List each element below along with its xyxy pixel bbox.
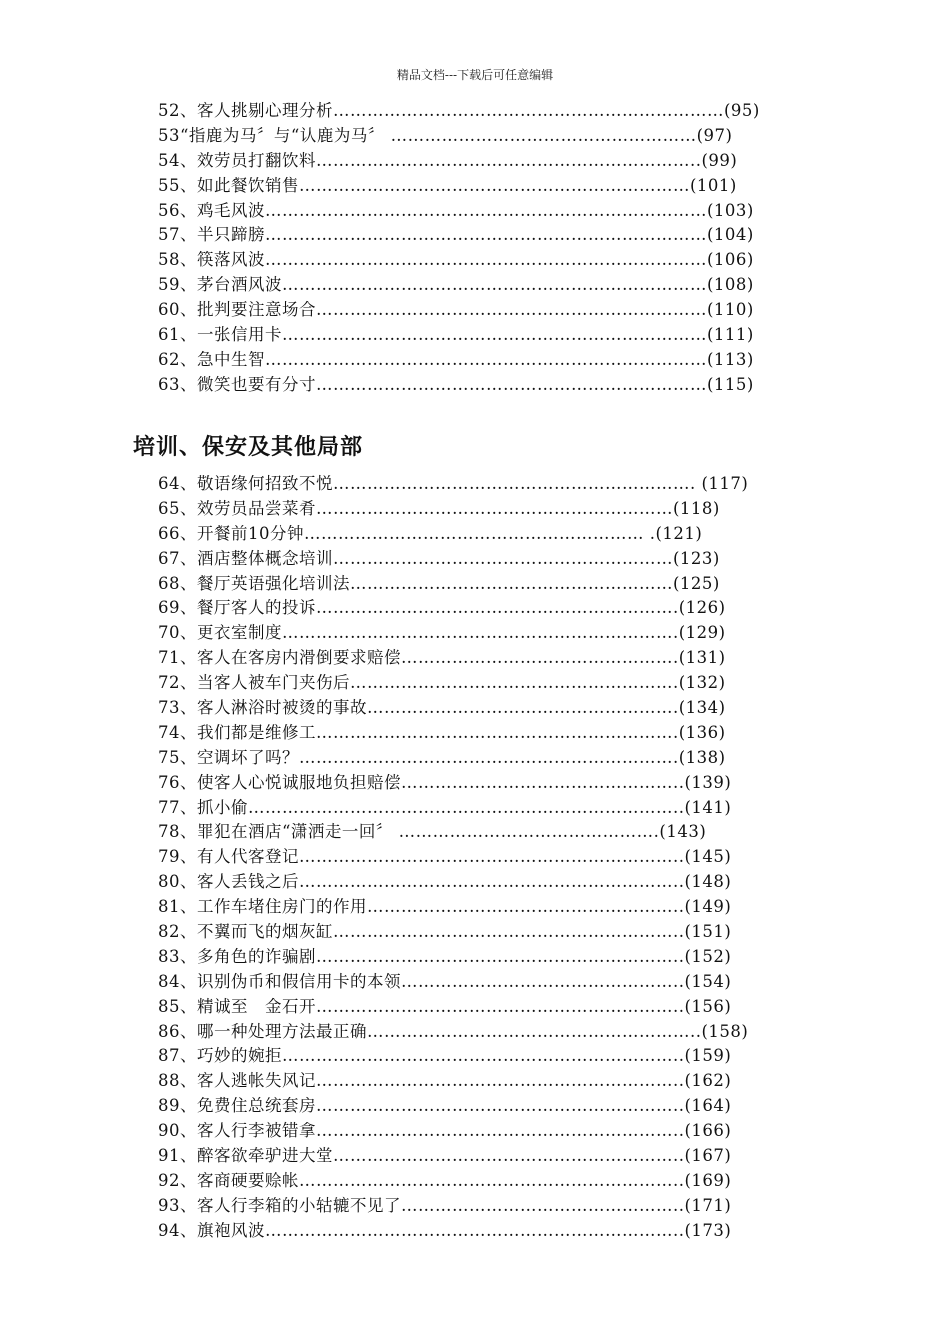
toc-entry[interactable]: 78、罪犯在酒店“潇洒走一回〞 ……………………………………….(143) [158, 822, 707, 842]
toc-entry[interactable]: 55、如此餐饮销售……………………………………………………………(101) [158, 175, 737, 195]
toc-entry[interactable]: 84、识别伪币和假信用卡的本领…………………………………………..(154) [158, 971, 732, 991]
toc-entry[interactable]: 56、鸡毛风波……………………………………………………………………(103) [158, 200, 754, 220]
toc-entry[interactable]: 68、餐厅英语强化培训法…………………………………………………(125) [158, 573, 720, 593]
toc-entry[interactable]: 74、我们都是维修工……………………………………………………….(136) [158, 722, 726, 742]
toc-entry[interactable]: 65、效劳员品尝菜肴………………………………………………………(118) [158, 498, 720, 518]
toc-entry[interactable]: 63、微笑也要有分寸……………………………………………………………(115) [158, 374, 754, 394]
toc-entry[interactable]: 92、客商硬要赊帐…………………………………………………………..(169) [158, 1170, 732, 1190]
toc-entry[interactable]: 82、不翼而飞的烟灰缸……………………………………………………..(151) [158, 922, 732, 942]
toc-entry[interactable]: 88、客人逃帐失风记………………………………………………………..(162) [158, 1071, 732, 1091]
toc-entry[interactable]: 58、筷落风波……………………………………………………………………(106) [158, 250, 754, 270]
toc-entry[interactable]: 77、抓小偷…………………………………………………………………..(141) [158, 797, 732, 817]
toc-entry[interactable]: 69、餐厅客人的投诉……………………………………………………….(126) [158, 598, 726, 618]
toc-entry[interactable]: 89、免费住总统套房………………………………………………………..(164) [158, 1096, 732, 1116]
toc-entry[interactable]: 73、客人淋浴时被烫的事故……………………………………………….(134) [158, 698, 726, 718]
toc-entry[interactable]: 57、半只蹄膀……………………………………………………………………(104) [158, 225, 754, 245]
toc-entry[interactable]: 54、效劳员打翻饮料…………………………………………………………..(99) [158, 150, 738, 170]
toc-entry[interactable]: 75、空调坏了吗？………………………………………………………….(138) [158, 747, 726, 767]
toc-entry[interactable]: 87、巧妙的婉拒……………………………………………………………..(159) [158, 1046, 732, 1066]
toc-entry[interactable]: 91、醉客欲牵驴进大堂……………………………………………………..(167) [158, 1146, 732, 1166]
toc-list-part2 [158, 472, 748, 1244]
toc-entry[interactable]: 64、敬语缘何招致不悦………………………………………………………. (117) [158, 474, 749, 493]
toc-entry[interactable]: 62、急中生智……………………………………………………………………(113) [158, 349, 754, 369]
toc-entry[interactable]: 67、酒店整体概念培训……………………………………………………(123) [158, 548, 720, 568]
toc-entry[interactable]: 72、当客人被车门夹伤后………………………………………………….(132) [158, 673, 726, 693]
toc-entry[interactable]: 81、工作车堵住房门的作用………………………………………………..(149) [158, 897, 732, 917]
toc-list-part1 [158, 99, 760, 398]
toc-entry[interactable]: 90、客人行李被错拿………………………………………………………..(166) [158, 1121, 732, 1141]
page-header: 精品文档---下载后可任意编辑 [396, 68, 554, 82]
toc-entry[interactable]: 94、旗袍风波………………………………………………………………..(173) [158, 1220, 732, 1240]
toc-entry[interactable]: 83、多角色的诈骗剧………………………………………………………..(152) [158, 946, 732, 966]
toc-entry[interactable]: 93、客人行李箱的小轱辘不见了…………………………………………..(171) [158, 1195, 732, 1215]
toc-entry[interactable]: 80、客人丢钱之后…………………………………………………………..(148) [158, 872, 732, 892]
toc-entry[interactable]: 86、哪一种处理方法最正确…………………………………………………..(158) [158, 1021, 749, 1041]
toc-entry[interactable]: 53“指鹿为马〞与“认鹿为马〞 ………………………………………………(97) [158, 125, 733, 145]
toc-entry[interactable]: 70、更衣室制度…………………………………………………………….(129) [158, 623, 726, 643]
toc-entry[interactable]: 76、使客人心悦诚服地负担赔偿…………………………………………..(139) [158, 772, 732, 792]
toc-entry[interactable]: 52、客人挑剔心理分析……………………………………………………………(95) [158, 101, 760, 120]
toc-entry[interactable]: 79、有人代客登记…………………………………………………………..(145) [158, 847, 732, 867]
section-title: 培训、保安及其他局部 [133, 434, 364, 460]
toc-entry[interactable]: 66、开餐前10分钟…………………………………………………… .(121) [158, 523, 703, 543]
toc-entry[interactable]: 85、精诚至 金石开………………………………………………………..(156) [158, 996, 732, 1016]
toc-entry[interactable]: 59、茅台酒风波…………………………………………………………………(108) [158, 275, 754, 295]
toc-entry[interactable]: 71、客人在客房内滑倒要求赔偿………………………………………….(131) [158, 648, 726, 668]
toc-entry[interactable]: 61、一张信用卡…………………………………………………………………(111) [158, 325, 754, 345]
toc-entry[interactable]: 60、批判要注意场合……………………………………………………………(110) [158, 300, 754, 320]
